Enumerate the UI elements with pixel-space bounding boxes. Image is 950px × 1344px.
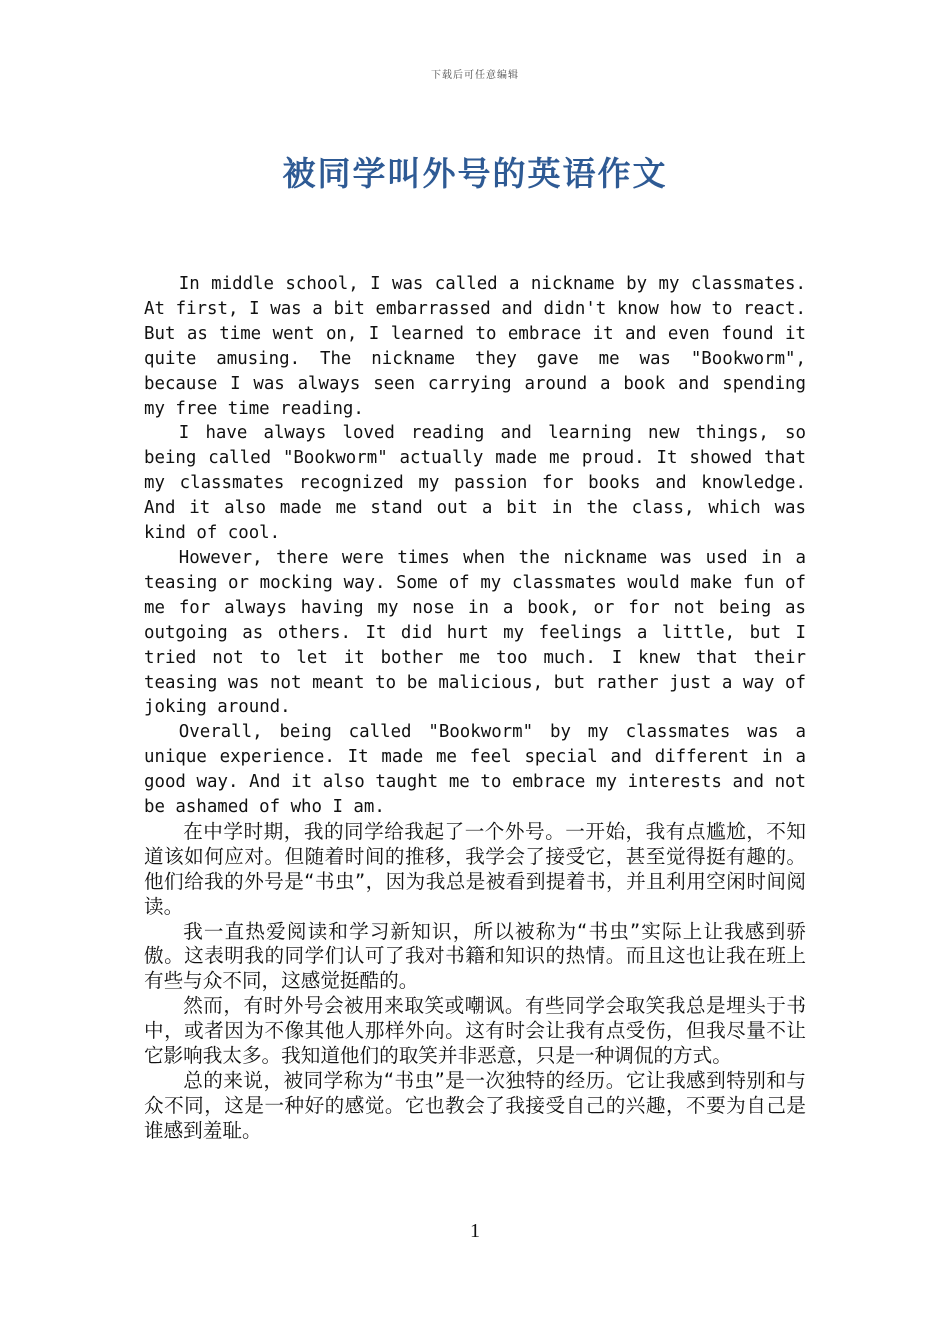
english-paragraph-3: However, there were times when the nickname was used in a teasing or mocking way. Some of my classmates would make fun of me for always having my nose in a book, or for not being as outgoing as others. It did hurt my feelings a little, but I tried not to let it bother me too much. I knew that their teasing was not meant to be malicious, but rather just a way of joking around. bbox=[144, 547, 806, 718]
chinese-paragraph-1: 在中学时期，我的同学给我起了一个外号。一开始，我有点尴尬，不知道该如何应对。但随着时间的推移，我学会了接受它，甚至觉得挺有趣的。他们给我的外号是“书虫”，因为我总是被看到提着书，并且利用空闲时间阅读。 bbox=[144, 819, 806, 918]
document-body bbox=[144, 272, 806, 1144]
english-paragraph-1: In middle school, I was called a nickname by my classmates. At first, I was a bit embarrassed and didn't know how to react. But as time went on, I learned to embrace it and even found it quite amusing. The nickname they gave me was "Bookworm", because I was always seen carrying around a book and spending my free time reading. bbox=[144, 274, 806, 419]
page-number: 1 bbox=[470, 1220, 480, 1242]
chinese-paragraph-4: 总的来说，被同学称为“书虫”是一次独特的经历。它让我感到特别和与众不同，这是一种好的感觉。它也教会了我接受自己的兴趣，不要为自己是谁感到羞耻。 bbox=[144, 1069, 806, 1142]
english-paragraph-4: Overall, being called "Bookworm" by my classmates was a unique experience. It made me feel special and different in a good way. And it also taught me to embrace my interests and not be ashamed of who I am. bbox=[144, 722, 806, 818]
header-note: 下载后可任意编辑 bbox=[431, 70, 519, 81]
chinese-paragraph-3: 然而，有时外号会被用来取笑或嘲讽。有些同学会取笑我总是埋头于书中，或者因为不像其他人那样外向。这有时会让我有点受伤，但我尽量不让它影响我太多。我知道他们的取笑并非恶意，只是一种调侃的方式。 bbox=[144, 994, 806, 1068]
document-title: 被同学叫外号的英语作文 bbox=[282, 154, 668, 193]
chinese-paragraph-2: 我一直热爱阅读和学习新知识，所以被称为“书虫”实际上让我感到骄傲。这表明我的同学们认可了我对书籍和知识的热情。而且这也让我在班上有些与众不同，这感觉挺酷的。 bbox=[144, 919, 806, 993]
english-paragraph-2: I have always loved reading and learning new things, so being called "Bookworm" actually made me proud. It showed that my classmates recognized my passion for books and knowledge. And it also made me stand out a bit in the class, which was kind of cool. bbox=[144, 423, 806, 544]
